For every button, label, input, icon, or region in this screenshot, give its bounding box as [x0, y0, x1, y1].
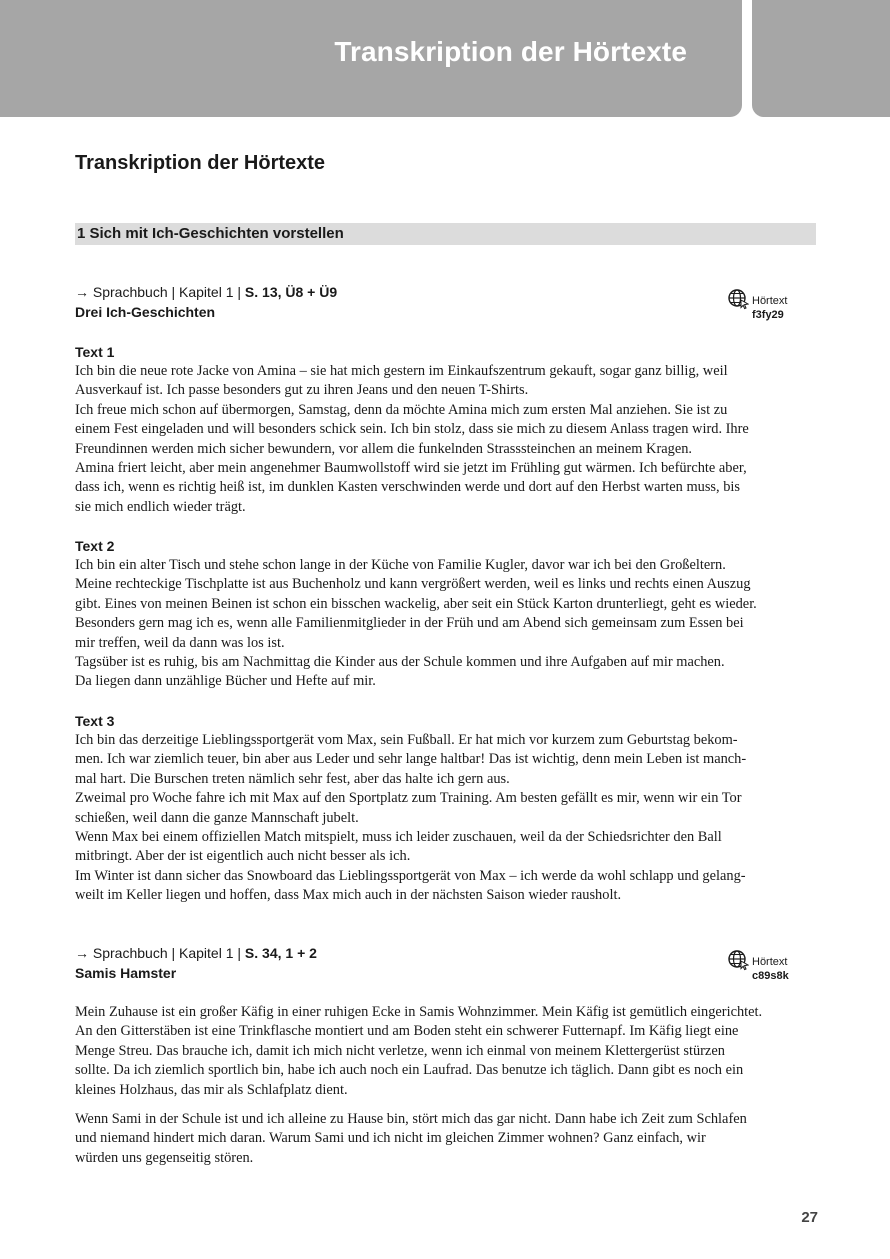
hamster-paragraph-1: [75, 1003, 820, 1100]
text-line: sie mich endlich wieder trägt.: [75, 498, 246, 515]
header-banner-tab: [752, 0, 890, 117]
text-line: Wenn Sami in der Schule ist und ich alleine zu Hause bin, stört mich das gar nicht. Dann habe ich Zeit zum Schlafen: [75, 1111, 747, 1127]
text-line: gibt. Eines von meinen Beinen ist schon ein bisschen wackelig, aber seit ein Stück Karton drunterliegt, geht es wieder.: [75, 595, 757, 612]
text-line: Mein Zuhause ist ein großer Käfig in einer ruhigen Ecke in Samis Wohnzimmer. Mein Käfig ist gemütlich eingerichtet.: [75, 1004, 763, 1020]
text-line: An den Gitterstäben ist eine Trinkflasche montiert und am Boden steht ein schwerer Futternapf. Im Käfig liegt eine: [75, 1023, 739, 1040]
text-line: Ich bin die neue rote Jacke von Amina – sie hat mich gestern im Einkaufszentrum gekauft, sogar ganz billig, weil: [75, 363, 728, 379]
text-line: Ich freue mich schon auf übermorgen, Samstag, denn da möchte Amina mich zum ersten Mal anziehen. Sie ist zu: [75, 401, 728, 418]
audio-label: Hörtext: [752, 956, 788, 968]
book-reference: [75, 945, 317, 961]
text-line: Freundinnen werden mich sicher bewundern, vor allem die funkelnden Strasssteinchen an meinem Kragen.: [75, 440, 693, 457]
audio-code: f3fy29: [752, 309, 784, 321]
section-heading: 1 Sich mit Ich-Geschichten vorstellen: [77, 225, 344, 242]
page-title: Transkription der Hörtexte: [75, 152, 326, 174]
text-block-1: [75, 342, 820, 517]
hamster-paragraph-2: [75, 1110, 820, 1168]
audio-code: c89s8k: [752, 970, 789, 982]
reference-prefix: → Sprachbuch | Kapitel 1 |: [75, 284, 245, 300]
header-title: Transkription der Hörtexte: [334, 36, 687, 67]
text-line: schießen, weil dann die ganze Mannschaft jubelt.: [75, 809, 359, 826]
text-line: Menge Streu. Das brauche ich, damit ich mich nicht verletze, wenn ich einmal von meinem Klettergerüst stürzen: [75, 1042, 725, 1059]
text-line: mal hart. Die Burschen treten nämlich sehr fest, aber das halte ich gern aus.: [75, 770, 510, 787]
text-line: Da liegen dann unzählige Bücher und Hefte auf mir.: [75, 673, 376, 690]
reference-pages: S. 13, Ü8 + Ü9: [244, 284, 338, 300]
text-line: mitbringt. Aber der ist eigentlich auch nicht besser als ich.: [75, 848, 411, 865]
text-line: Ausverkauf ist. Ich passe besonders gut zu ihren Jeans und den neuen T-Shirts.: [75, 382, 529, 399]
text-line: sollte. Da ich ziemlich sportlich bin, habe ich auch noch ein Laufrad. Das benutze ich täglich. Dann gibt es noch ein: [75, 1062, 744, 1079]
section-heading-bar: [75, 223, 816, 245]
text-line: men. Ich war ziemlich teuer, bin aber aus Leder und sehr lange haltbar! Das ist wichtig, denn mein Leben ist manch-: [75, 751, 747, 768]
text-heading: Text 2: [75, 538, 115, 554]
text-line: und niemand hindert mich daran. Warum Sami und ich nicht im gleichen Zimmer wohnen? Ganz einfach, wir: [75, 1130, 706, 1147]
text-line: Wenn Max bei einem offiziellen Match mitspielt, muss ich leider zuschauen, weil da der Schiedsrichter den Ball: [75, 829, 722, 846]
audio-link[interactable]: [727, 948, 817, 984]
book-reference: [75, 284, 337, 300]
text-line: Zweimal pro Woche fahre ich mit Max auf den Sportplatz zum Training. Am besten gefällt es mir, wenn wir ein Tor: [75, 790, 742, 807]
text-line: Meine rechteckige Tischplatte ist aus Buchenholz und kann vergrößert werden, weil es links und rechts einen Auszug: [75, 576, 751, 593]
entry-title: Samis Hamster: [75, 965, 177, 981]
text-block-2: [75, 536, 820, 692]
text-line: mir treffen, weil da dann was los ist.: [75, 634, 285, 651]
page-number: 27: [801, 1209, 818, 1226]
globe-audio-icon: [727, 949, 749, 971]
entry-title: Drei Ich-Geschichten: [75, 304, 216, 320]
audio-link[interactable]: [727, 287, 817, 323]
text-line: Im Winter ist dann sicher das Snowboard das Lieblingssportgerät von Max – ich werde da wohl schlapp und gelang-: [75, 867, 746, 884]
text-line: würden uns gegenseitig stören.: [75, 1149, 254, 1166]
text-heading: Text 3: [75, 713, 115, 729]
text-line: Besonders gern mag ich es, wenn alle Familienmitglieder in der Früh und am Abend sich gemeinsam zum Essen bei: [75, 615, 744, 632]
globe-audio-icon: [727, 288, 749, 310]
text-heading: Text 1: [75, 344, 115, 360]
text-line: Tagsüber ist es ruhig, bis am Nachmittag die Kinder aus der Schule kommen und ihre Aufgaben auf mir machen.: [75, 654, 725, 671]
text-line: Ich bin ein alter Tisch und stehe schon lange in der Küche von Familie Kugler, davor war ich bei den Großeltern.: [75, 557, 726, 573]
text-block-3: [75, 711, 820, 906]
text-line: kleines Holzhaus, das mir als Schlafplatz dient.: [75, 1081, 348, 1098]
text-line: einem Fest eingeladen und will besonders schick sein. Ich bin stolz, dass sie mich zu diesem Anlass tragen wird. Ihre: [75, 421, 749, 438]
reference-prefix: → Sprachbuch | Kapitel 1 |: [75, 945, 245, 961]
reference-pages: S. 34, 1 + 2: [244, 945, 317, 961]
text-line: weilt im Keller liegen und hoffen, dass Max mich auch in der nächsten Saison wieder rausholt.: [75, 887, 622, 904]
text-line: dass ich, wenn es richtig heiß ist, im dunklen Kasten verschwinden werde und dort auf den Herbst warten muss, bis: [75, 479, 741, 496]
audio-label: Hörtext: [752, 295, 788, 307]
text-line: Ich bin das derzeitige Lieblingssportgerät vom Max, sein Fußball. Er hat mich vor kurzem zum Geburtstag bekom-: [75, 732, 738, 748]
text-line: Amina friert leicht, aber mein angenehmer Baumwollstoff wird sie jetzt im Frühling gut wärmen. Ich befürchte aber,: [75, 460, 747, 477]
